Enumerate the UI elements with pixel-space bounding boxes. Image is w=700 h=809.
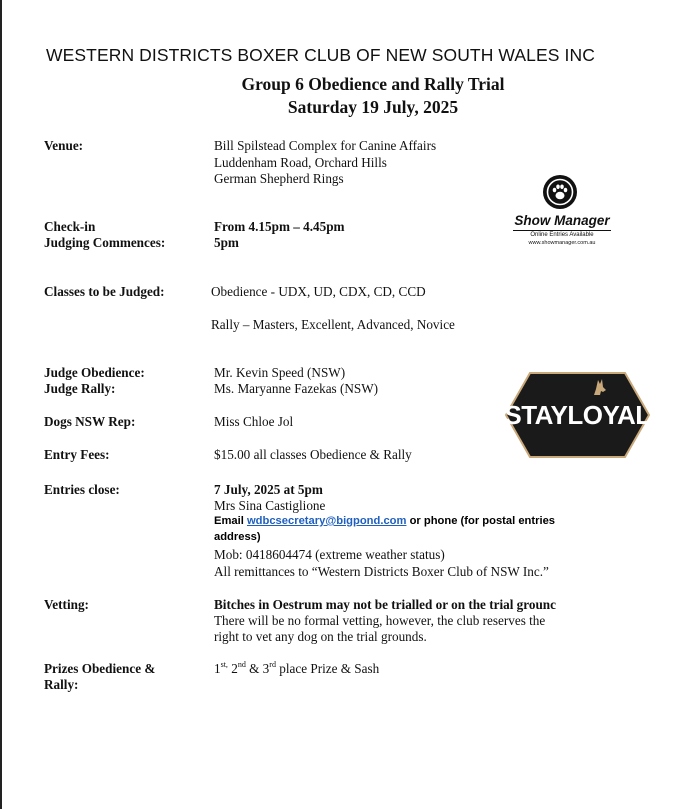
judge-obedience-label: Judge Obedience: [44,365,145,380]
venue-line-1: Bill Spilstead Complex for Canine Affairs [214,138,437,153]
prize-rest: place Prize & Sash [275,661,380,676]
entries-close-date: 7 July, 2025 at 5pm [214,482,323,497]
entries-contact: Mrs Sina Castiglione [214,498,326,513]
vetting-bold-line: Bitches in Oestrum may not be trialled or on the trial grounc [214,597,556,612]
entries-mobile: Mob: 0418604474 (extreme weather status) [214,547,445,562]
entries-close-label: Entries close: [44,482,120,497]
prize-second: 2 [227,661,238,676]
email-prefix: Email [214,515,247,527]
show-manager-name: Show Manager [514,213,610,228]
judge-rally-label: Judge Rally: [44,381,116,396]
judging-value: 5pm [214,235,239,250]
prizes-label-line-2: Rally: [44,677,79,692]
judge-obedience-value: Mr. Kevin Speed (NSW) [214,365,346,380]
entry-fees-label: Entry Fees: [44,447,110,462]
show-manager-rule [513,230,611,231]
classes-label: Classes to be Judged: [44,284,165,299]
vetting-label: Vetting: [44,597,89,612]
judge-rally-value: Ms. Maryanne Fazekas (NSW) [214,381,379,396]
prize-third-sup: rd [269,660,276,669]
event-title: Group 6 Obedience and Rally Trial [241,74,505,94]
prize-first-sup: st, [220,660,228,669]
venue-line-2: Luddenham Road, Orchard Hills [214,155,387,170]
entries-email-line [214,515,555,527]
email-link[interactable]: wdbcsecretary@bigpond.com [246,515,407,527]
entry-fees-value: $15.00 all classes Obedience & Rally [214,447,412,462]
judging-label: Judging Commences: [44,235,166,250]
classes-obedience: Obedience - UDX, UD, CDX, CD, CCD [211,284,426,299]
vetting-line-2: There will be no formal vetting, however, the club reserves the [214,613,546,628]
club-name: WESTERN DISTRICTS BOXER CLUB OF NEW SOUTH WALES INC [46,45,595,65]
show-manager-logo[interactable] [507,175,617,250]
email-suffix: or phone (for postal entries [406,515,556,527]
prize-first: 1 [214,661,221,676]
venue-label: Venue: [44,138,84,153]
entries-remittances: All remittances to “Western Districts Boxer Club of NSW Inc.” [214,564,549,579]
event-date: Saturday 19 July, 2025 [287,97,459,117]
stayloyal-logo [500,365,655,465]
prize-second-sup: nd [237,660,246,669]
checkin-label: Check-in [44,219,96,234]
vetting-line-3: right to vet any dog on the trial grounds. [214,629,427,644]
checkin-value: From 4.15pm – 4.45pm [214,219,345,234]
prizes-value [214,661,379,677]
stayloyal-text: STAYLOYAL [504,400,651,430]
prize-third: & 3 [245,661,270,676]
classes-rally: Rally – Masters, Excellent, Advanced, Novice [211,317,455,332]
dogs-nsw-rep-label: Dogs NSW Rep: [44,414,136,429]
dogs-nsw-rep-value: Miss Chloe Jol [214,414,294,429]
show-manager-tagline: Online Entries Available [530,232,594,238]
entries-email-line-2: address) [214,531,261,543]
prizes-label-line-1: Prizes Obedience & [44,661,156,676]
show-manager-url: www.showmanager.com.au [528,240,596,246]
paw-icon [543,175,577,209]
venue-line-3: German Shepherd Rings [214,171,344,186]
page-left-border [0,0,2,809]
